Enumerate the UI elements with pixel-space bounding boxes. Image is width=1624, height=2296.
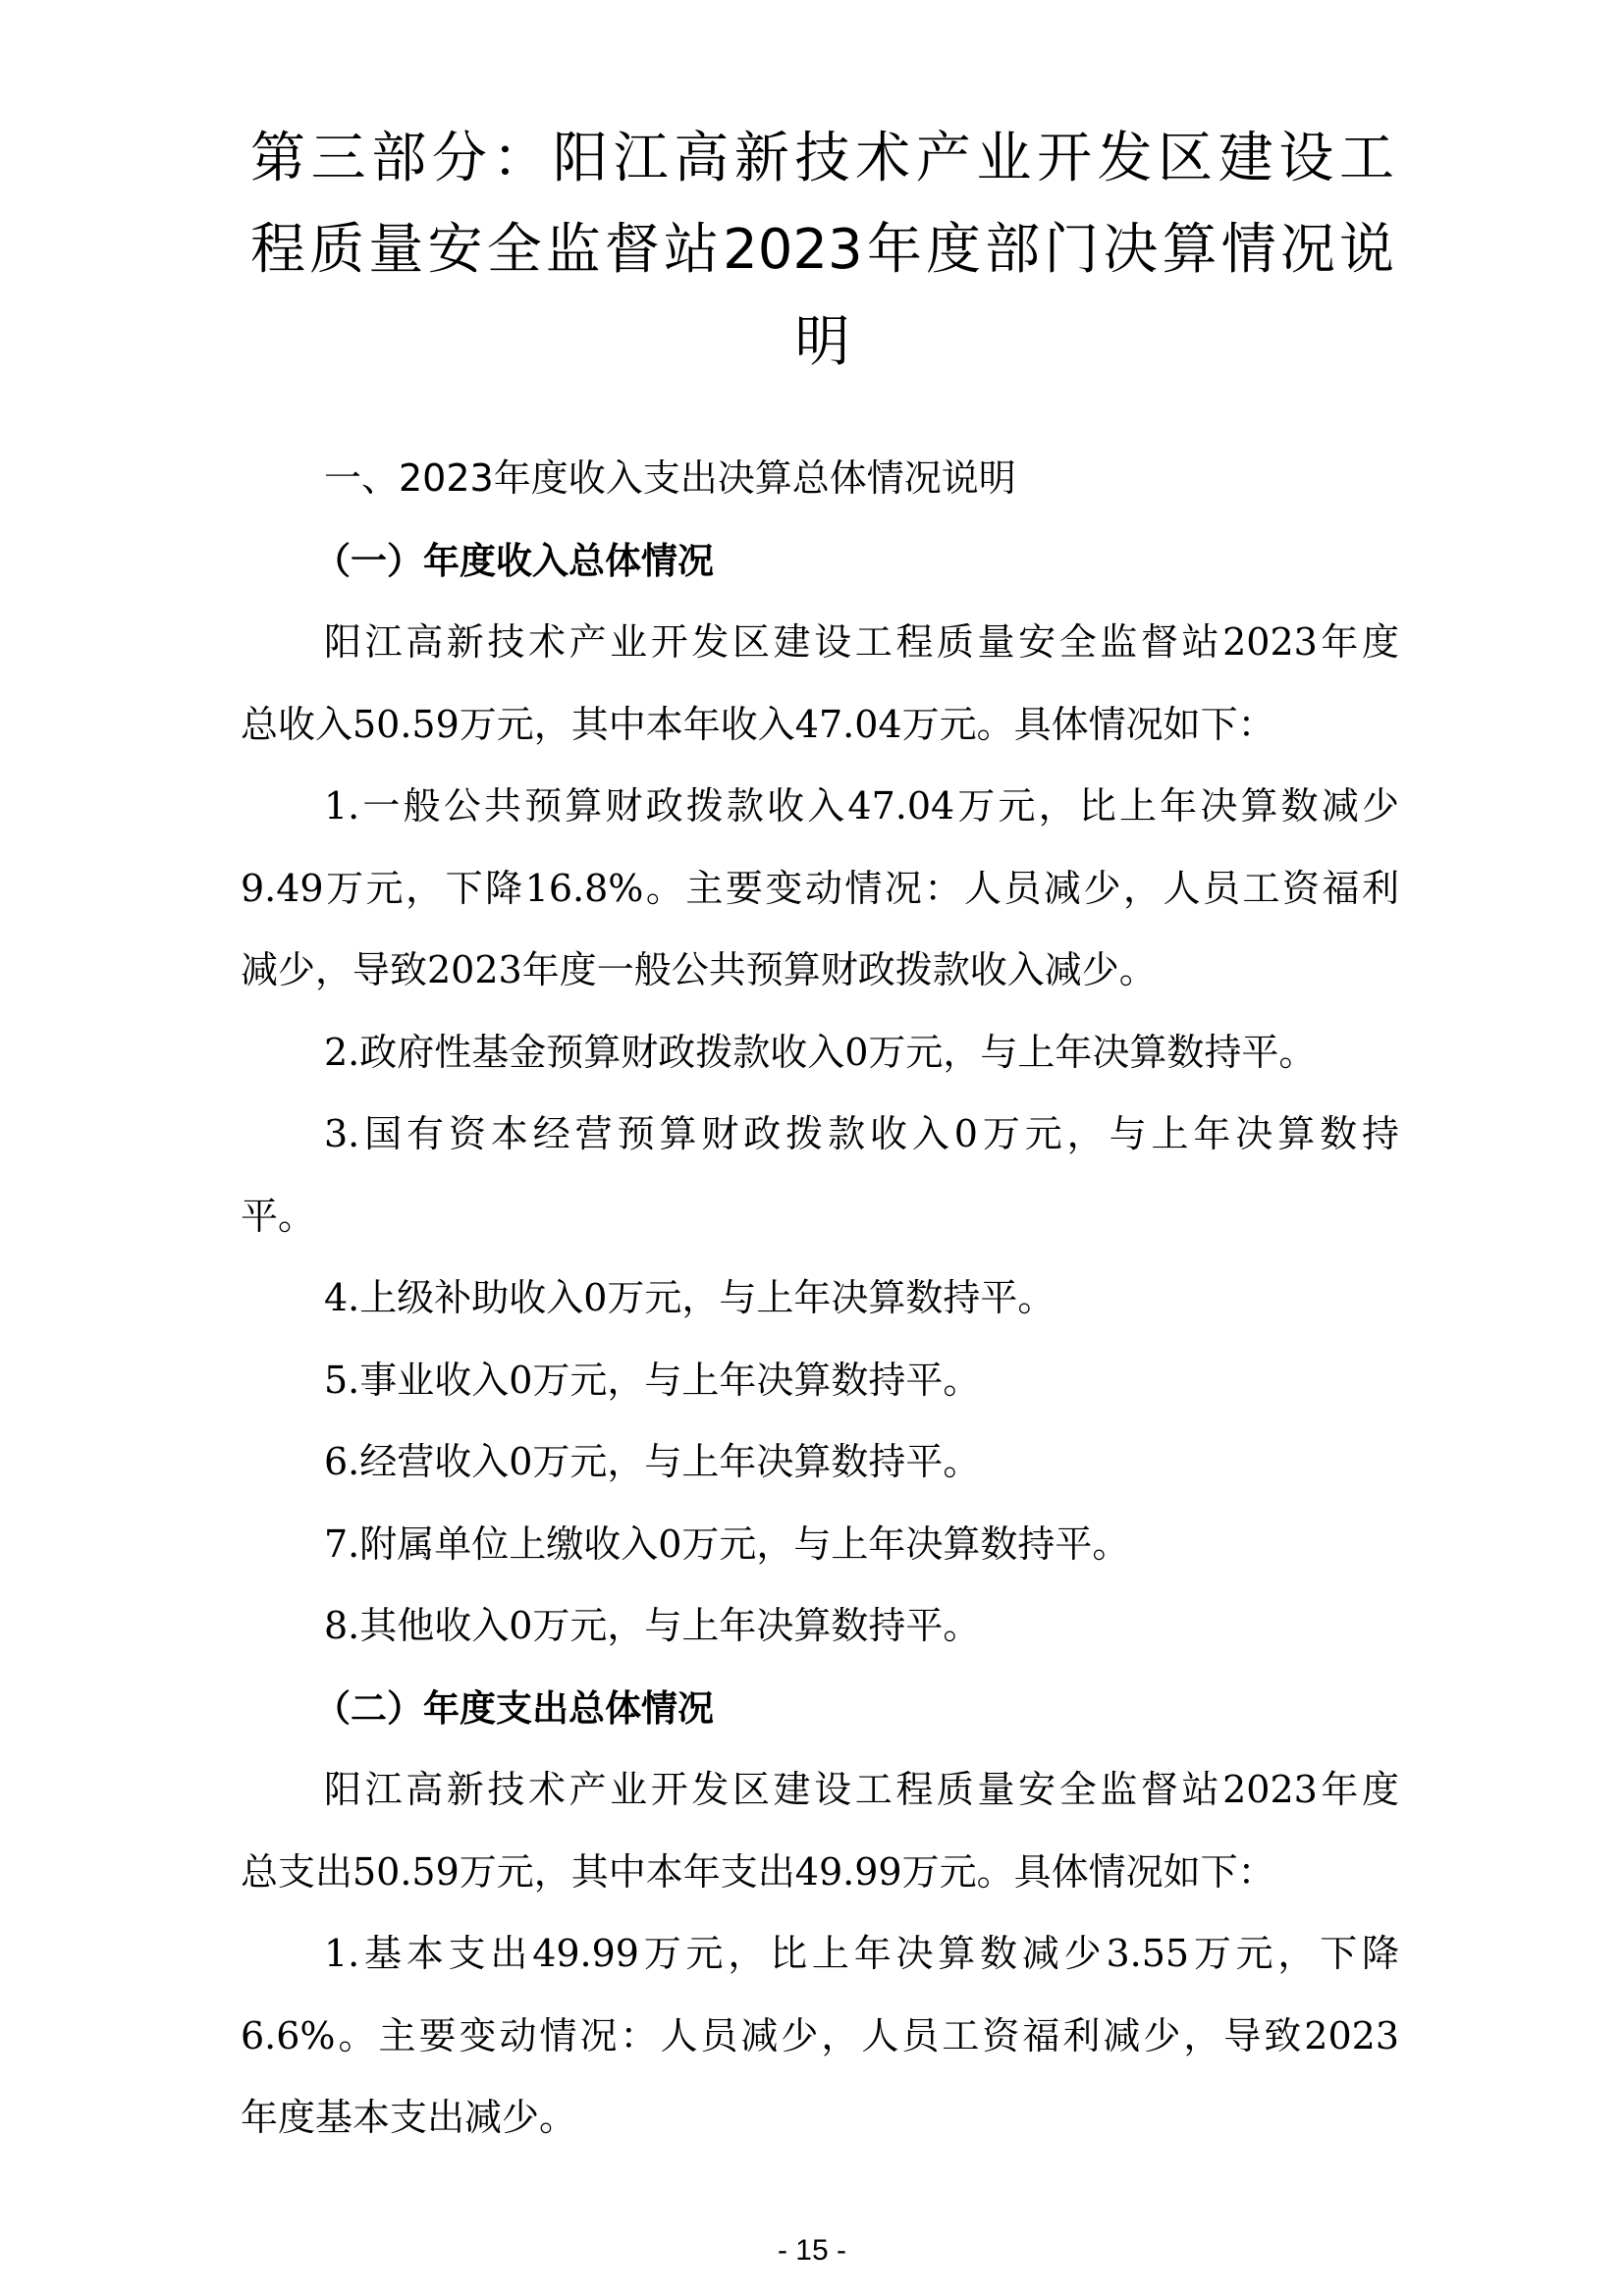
income-item-7: 7.附属单位上缴收入0万元，与上年决算数持平。: [324, 1522, 1130, 1566]
expenditure-intro-line-2: 总支出50.59万元，其中本年支出49.99万元。具体情况如下：: [241, 1849, 1275, 1894]
section-heading: 一、2023年度收入支出决算总体情况说明: [324, 456, 1016, 500]
income-item-3-line-1: 3.国有资本经营预算财政拨款收入0万元，与上年决算数持: [324, 1112, 1399, 1155]
income-item-2: 2.政府性基金预算财政拨款收入0万元，与上年决算数持平。: [324, 1030, 1317, 1074]
page-title-line-1: 第三部分：阳江高新技术产业开发区建设工: [250, 127, 1394, 190]
expenditure-heading: （二）年度支出总体情况: [314, 1686, 714, 1730]
expenditure-intro-line-1: 阳江高新技术产业开发区建设工程质量安全监督站2023年度: [324, 1768, 1399, 1811]
expenditure-item-1-line-3: 年度基本支出减少。: [241, 2096, 577, 2139]
income-item-4: 4.上级补助收入0万元，与上年决算数持平。: [324, 1276, 1056, 1319]
document-body: [241, 438, 1399, 2160]
income-heading: （一）年度收入总体情况: [314, 539, 714, 582]
page-title-line-3: 明: [794, 310, 850, 374]
income-item-6: 6.经营收入0万元，与上年决算数持平。: [324, 1440, 981, 1483]
income-item-1-line-2: 9.49万元，下降16.8%。主要变动情况：人员减少，人员工资福利: [241, 866, 1399, 910]
page-title-line-2: 程质量安全监督站2023年度部门决算情况说: [250, 218, 1394, 282]
expenditure-item-1-line-2: 6.6%。主要变动情况：人员减少，人员工资福利减少，导致2023: [241, 2013, 1399, 2057]
income-intro-line-1: 阳江高新技术产业开发区建设工程质量安全监督站2023年度: [324, 620, 1399, 664]
income-intro-line-2: 总收入50.59万元，其中本年收入47.04万元。具体情况如下：: [241, 702, 1275, 746]
income-item-3-line-2: 平。: [241, 1194, 316, 1238]
page-number: - 15 -: [777, 2234, 847, 2267]
expenditure-item-1-line-1: 1.基本支出49.99万元，比上年决算数减少3.55万元，下降: [324, 1932, 1399, 1975]
income-item-8: 8.其他收入0万元，与上年决算数持平。: [324, 1604, 981, 1647]
income-item-1-line-1: 1.一般公共预算财政拨款收入47.04万元，比上年决算数减少: [324, 784, 1399, 828]
income-item-1-line-3: 减少，导致2023年度一般公共预算财政拨款收入减少。: [241, 948, 1157, 991]
income-item-5: 5.事业收入0万元，与上年决算数持平。: [324, 1358, 981, 1402]
